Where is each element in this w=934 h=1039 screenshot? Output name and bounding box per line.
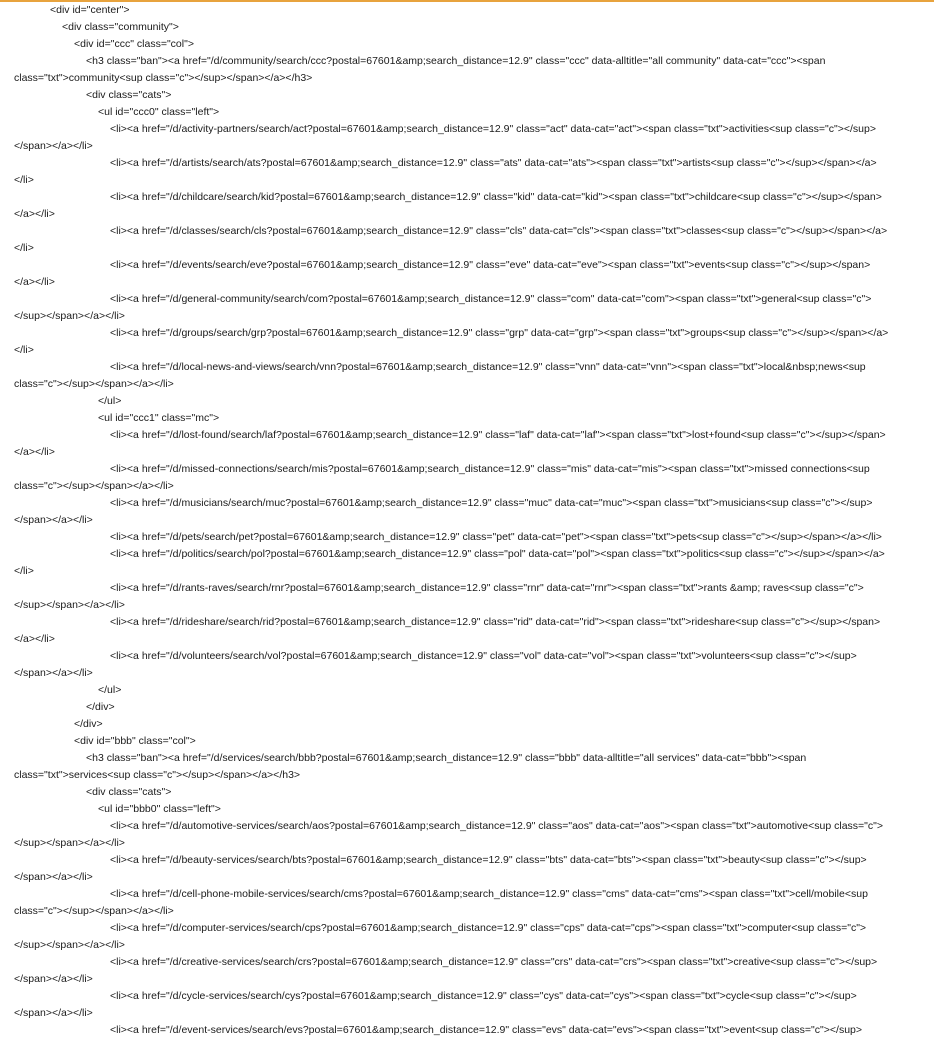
source-line: <div id="center"> [50, 4, 130, 16]
source-line: <ul id="ccc0" class="left"> [98, 106, 220, 118]
source-line: </sup></span></a></li> [14, 837, 125, 849]
source-line: <li><a href="/d/cell-phone-mobile-services/search/cms?postal=67601&amp;search_distance=12.9" class="cms" data-cat="cms"><span class="txt">cell/mobile<sup [110, 888, 868, 900]
source-line: <li><a href="/d/rideshare/search/rid?postal=67601&amp;search_distance=12.9" class="rid" data-cat="rid"><span class="txt">rideshare<sup class="c"></sup></span> [110, 616, 881, 628]
source-line: <li><a href="/d/event-services/search/evs?postal=67601&amp;search_distance=12.9" class="evs" data-cat="evs"><span class="txt">event<sup class="c"></sup> [110, 1024, 863, 1036]
source-line: <li><a href="/d/activity-partners/search/act?postal=67601&amp;search_distance=12.9" class="act" data-cat="act"><span class="txt">activities<sup class="c"></sup> [110, 123, 876, 135]
source-line: </span></a></li> [14, 514, 93, 526]
source-line: <li><a href="/d/rants-raves/search/rnr?postal=67601&amp;search_distance=12.9" class="rnr" data-cat="rnr"><span class="txt">rants &amp; raves<sup class="c"> [110, 582, 864, 594]
source-line: <li><a href="/d/groups/search/grp?postal=67601&amp;search_distance=12.9" class="grp" data-cat="grp"><span class="txt">groups<sup class="c"></sup></span></a> [110, 327, 889, 339]
source-line: </span></a></li> [14, 140, 93, 152]
source-line: <div id="ccc" class="col"> [74, 38, 194, 50]
source-line: class="c"></sup></span></a></li> [14, 378, 174, 390]
source-line: <li><a href="/d/musicians/search/muc?postal=67601&amp;search_distance=12.9" class="muc" data-cat="muc"><span class="txt">musicians<sup class="c"></sup> [110, 497, 873, 509]
source-line: <h3 class="ban"><a href="/d/community/search/ccc?postal=67601&amp;search_distance=12.9" class="ccc" data-alltitle="all community" data-cat="ccc"><span [86, 55, 826, 67]
source-line: class="c"></sup></span></a></li> [14, 480, 174, 492]
source-line: <li><a href="/d/pets/search/pet?postal=67601&amp;search_distance=12.9" class="pet" data-cat="pet"><span class="txt">pets<sup class="c"></sup></span></a></li> [110, 531, 882, 543]
source-line: </li> [14, 242, 34, 254]
source-line: <li><a href="/d/childcare/search/kid?postal=67601&amp;search_distance=12.9" class="kid" data-cat="kid"><span class="txt">childcare<sup class="c"></sup></span> [110, 191, 882, 203]
source-line: </sup></span></a></li> [14, 599, 125, 611]
source-line: <li><a href="/d/general-community/search/com?postal=67601&amp;search_distance=12.9" class="com" data-cat="com"><span class="txt">general<sup class="c"> [110, 293, 872, 305]
source-line: </li> [14, 565, 34, 577]
source-line: <li><a href="/d/volunteers/search/vol?postal=67601&amp;search_distance=12.9" class="vol" data-cat="vol"><span class="txt">volunteers<sup class="c"></sup> [110, 650, 857, 662]
source-line: <li><a href="/d/cycle-services/search/cys?postal=67601&amp;search_distance=12.9" class="cys" data-cat="cys"><span class="txt">cycle<sup class="c"></sup> [110, 990, 857, 1002]
source-line: <li><a href="/d/events/search/eve?postal=67601&amp;search_distance=12.9" class="eve" data-cat="eve"><span class="txt">events<sup class="c"></sup></span> [110, 259, 871, 271]
source-line: <li><a href="/d/politics/search/pol?postal=67601&amp;search_distance=12.9" class="pol" data-cat="pol"><span class="txt">politics<sup class="c"></sup></span></a> [110, 548, 885, 560]
source-line: </sup></span></a></li> [14, 939, 125, 951]
source-line: </li> [14, 174, 34, 186]
source-line: <li><a href="/d/classes/search/cls?postal=67601&amp;search_distance=12.9" class="cls" data-cat="cls"><span class="txt">classes<sup class="c"></sup></span></a> [110, 225, 888, 237]
source-line: <div id="bbb" class="col"> [74, 735, 196, 747]
source-line: </a></li> [14, 633, 55, 645]
source-line: <div class="cats"> [86, 786, 172, 798]
source-line: <ul id="bbb0" class="left"> [98, 803, 221, 815]
source-line: <div class="community"> [62, 21, 179, 33]
source-line: </span></a></li> [14, 1007, 93, 1019]
source-line: <ul id="ccc1" class="mc"> [98, 412, 220, 424]
source-line: <li><a href="/d/artists/search/ats?postal=67601&amp;search_distance=12.9" class="ats" data-cat="ats"><span class="txt">artists<sup class="c"></sup></span></a> [110, 157, 877, 169]
source-line: </ul> [98, 395, 122, 407]
source-line: class="c"></sup></span></a></li> [14, 905, 174, 917]
source-line: </li> [14, 344, 34, 356]
source-line: <li><a href="/d/computer-services/search/cps?postal=67601&amp;search_distance=12.9" class="cps" data-cat="cps"><span class="txt">computer<sup class="c"> [110, 922, 867, 934]
source-line: </span></a></li> [14, 871, 93, 883]
source-line: <li><a href="/d/automotive-services/search/aos?postal=67601&amp;search_distance=12.9" class="aos" data-cat="aos"><span class="txt">automotive<sup class="c"> [110, 820, 884, 832]
source-line: <li><a href="/d/local-news-and-views/search/vnn?postal=67601&amp;search_distance=12.9" class="vnn" data-cat="vnn"><span class="txt">local&nbsp;news<sup [110, 361, 866, 373]
source-line: </span></a></li> [14, 973, 93, 985]
source-line: </sup></span></a></li> [14, 310, 125, 322]
source-line: <li><a href="/d/missed-connections/search/mis?postal=67601&amp;search_distance=12.9" class="mis" data-cat="mis"><span class="txt">missed connections<sup [110, 463, 870, 475]
source-line: <li><a href="/d/beauty-services/search/bts?postal=67601&amp;search_distance=12.9" class="bts" data-cat="bts"><span class="txt">beauty<sup class="c"></sup> [110, 854, 867, 866]
source-line: <div class="cats"> [86, 89, 172, 101]
source-code-view [0, 2, 934, 1039]
source-line: </a></li> [14, 446, 55, 458]
source-line: </ul> [98, 684, 122, 696]
source-line: class="txt">services<sup class="c"></sup></span></a></h3> [14, 769, 301, 781]
source-line: <li><a href="/d/lost-found/search/laf?postal=67601&amp;search_distance=12.9" class="laf" data-cat="laf"><span class="txt">lost+found<sup class="c"></sup></span> [110, 429, 886, 441]
source-line: </div> [74, 718, 103, 730]
source-line: </span></a></li> [14, 667, 93, 679]
source-line: <h3 class="ban"><a href="/d/services/search/bbb?postal=67601&amp;search_distance=12.9" class="bbb" data-alltitle="all services" data-cat="bbb"><span [86, 752, 807, 764]
source-line: <li><a href="/d/creative-services/search/crs?postal=67601&amp;search_distance=12.9" class="crs" data-cat="crs"><span class="txt">creative<sup class="c"></sup> [110, 956, 878, 968]
source-line: </a></li> [14, 276, 55, 288]
source-line: </a></li> [14, 208, 55, 220]
source-line: </div> [86, 701, 115, 713]
source-line: class="txt">community<sup class="c"></sup></span></a></h3> [14, 72, 313, 84]
